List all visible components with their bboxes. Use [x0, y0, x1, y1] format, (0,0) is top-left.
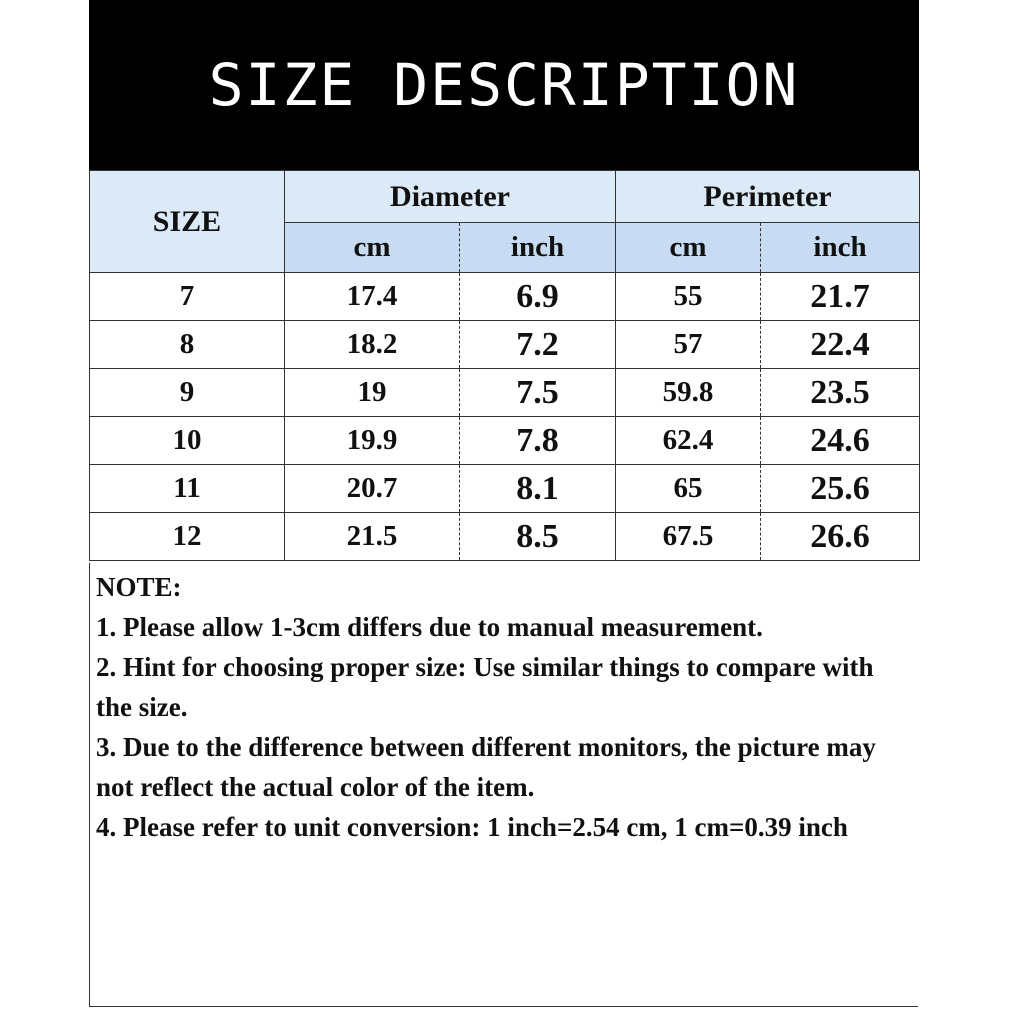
perimeter-inch-cell: 21.7 [761, 273, 920, 321]
perimeter-cm-cell: 59.8 [616, 369, 761, 417]
diameter-inch-cell: 7.5 [460, 369, 616, 417]
table-row [90, 273, 920, 321]
table-row [90, 321, 920, 369]
notes-heading: NOTE: [96, 572, 182, 602]
diameter-cm-header: cm [285, 223, 460, 273]
perimeter-inch-header: inch [761, 223, 920, 273]
perimeter-inch-cell: 26.6 [761, 513, 920, 561]
note-item: 1. Please allow 1-3cm differs due to manual measurement. [96, 612, 763, 642]
size-chart [89, 0, 919, 1008]
diameter-cm-cell: 19 [285, 369, 460, 417]
title-banner [89, 0, 919, 170]
perimeter-header: Perimeter [616, 171, 920, 223]
note-item: 3. Due to the difference between different monitors, the picture may not reflect the actual color of the item. [96, 732, 876, 802]
perimeter-cm-cell: 67.5 [616, 513, 761, 561]
size-cell: 8 [90, 321, 285, 369]
table-row [90, 369, 920, 417]
table-row [90, 513, 920, 561]
note-item: 2. Hint for choosing proper size: Use similar things to compare with the size. [96, 652, 874, 722]
diameter-inch-cell: 8.1 [460, 465, 616, 513]
perimeter-cm-cell: 62.4 [616, 417, 761, 465]
size-cell: 11 [90, 465, 285, 513]
perimeter-inch-cell: 22.4 [761, 321, 920, 369]
diameter-inch-cell: 7.8 [460, 417, 616, 465]
size-cell: 12 [90, 513, 285, 561]
size-cell: 9 [90, 369, 285, 417]
diameter-cm-cell: 20.7 [285, 465, 460, 513]
size-table [89, 170, 920, 561]
page-title: SIZE DESCRIPTION [208, 51, 800, 119]
diameter-cm-cell: 17.4 [285, 273, 460, 321]
perimeter-cm-cell: 55 [616, 273, 761, 321]
diameter-inch-header: inch [460, 223, 616, 273]
size-column-header: SIZE [90, 171, 285, 273]
size-cell: 7 [90, 273, 285, 321]
table-row [90, 417, 920, 465]
perimeter-cm-cell: 65 [616, 465, 761, 513]
diameter-cm-cell: 19.9 [285, 417, 460, 465]
perimeter-cm-header: cm [616, 223, 761, 273]
diameter-cm-cell: 21.5 [285, 513, 460, 561]
perimeter-inch-cell: 23.5 [761, 369, 920, 417]
notes-section [89, 563, 918, 1007]
table-row [90, 465, 920, 513]
diameter-inch-cell: 7.2 [460, 321, 616, 369]
diameter-cm-cell: 18.2 [285, 321, 460, 369]
perimeter-inch-cell: 25.6 [761, 465, 920, 513]
perimeter-inch-cell: 24.6 [761, 417, 920, 465]
size-cell: 10 [90, 417, 285, 465]
note-item: 4. Please refer to unit conversion: 1 inch=2.54 cm, 1 cm=0.39 inch [96, 812, 848, 842]
diameter-header: Diameter [285, 171, 616, 223]
perimeter-cm-cell: 57 [616, 321, 761, 369]
diameter-inch-cell: 6.9 [460, 273, 616, 321]
diameter-inch-cell: 8.5 [460, 513, 616, 561]
